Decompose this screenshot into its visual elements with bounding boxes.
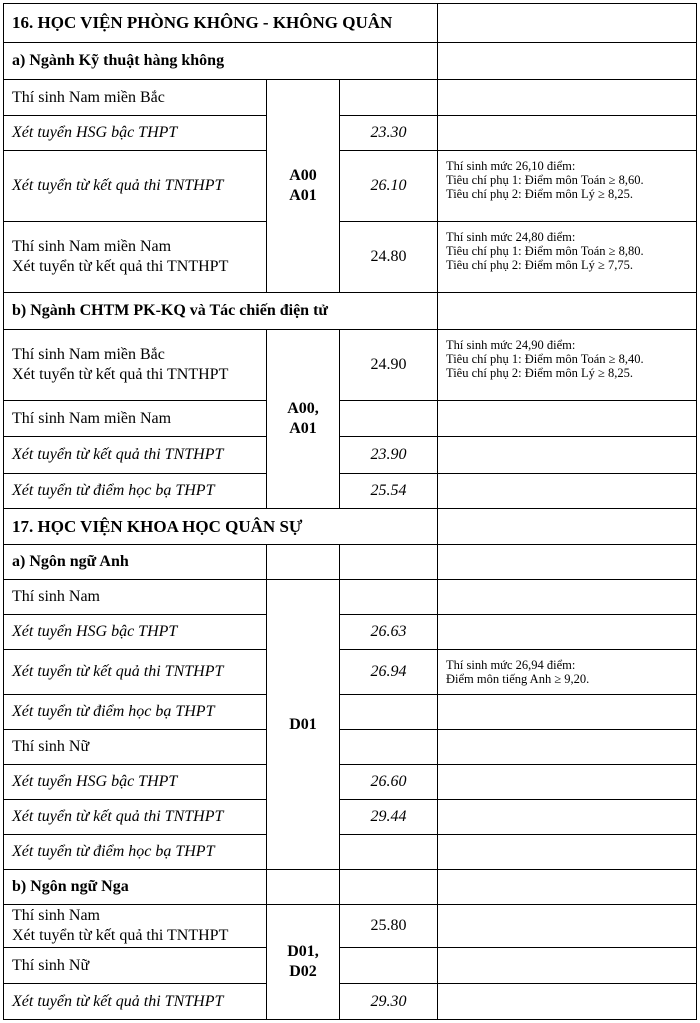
row-label: Xét tuyển từ kết quả thi TNTHPT: [4, 437, 267, 474]
note-cell: [438, 984, 697, 1020]
row-label: Thí sinh Nam miền Bắc: [4, 80, 267, 116]
note-cell: [438, 905, 697, 948]
table-row: [4, 905, 697, 948]
row-label: Xét tuyển từ điểm học bạ THPT: [4, 474, 267, 509]
score-cell: 23.90: [340, 437, 438, 474]
note-cell: [438, 116, 697, 151]
table-row: [4, 401, 697, 437]
score-cell: [340, 730, 438, 765]
score-cell: [340, 401, 438, 437]
section-title: 17. HỌC VIỆN KHOA HỌC QUÂN SỰ: [4, 509, 438, 545]
note-cell: [438, 437, 697, 474]
table-row: [4, 330, 697, 401]
table-row: [4, 116, 697, 151]
major-title: a) Ngôn ngữ Anh: [4, 545, 267, 580]
section-header-row: [4, 509, 697, 545]
table-row: [4, 580, 697, 615]
row-label: Thí sinh Nam miền Nam Xét tuyển từ kết quả thi TNTHPT: [4, 222, 267, 293]
score-cell: 25.54: [340, 474, 438, 509]
score-cell: [340, 695, 438, 730]
table-row: [4, 730, 697, 765]
score-cell: [340, 80, 438, 116]
score-cell: 26.94: [340, 650, 438, 695]
table-row: [4, 615, 697, 650]
note-cell: Thí sinh mức 26,10 điểm: Tiêu chí phụ 1: Điểm môn Toán ≥ 8,60. Tiêu chí phụ 2: Điểm môn Lý ≥ 8,25.: [438, 151, 697, 222]
note-cell: [438, 800, 697, 835]
row-label: Thí sinh Nam miền Bắc Xét tuyển từ kết quả thi TNTHPT: [4, 330, 267, 401]
major-header-row: [4, 43, 697, 80]
row-label: Xét tuyển từ điểm học bạ THPT: [4, 695, 267, 730]
table-row: [4, 765, 697, 800]
note-cell: [438, 730, 697, 765]
admission-scores-table: [3, 3, 697, 1020]
note-cell: [438, 695, 697, 730]
row-label: Xét tuyển HSG bậc THPT: [4, 615, 267, 650]
major-title: b) Ngành CHTM PK-KQ và Tác chiến điện tử: [4, 293, 438, 330]
score-cell: 26.10: [340, 151, 438, 222]
table-row: [4, 80, 697, 116]
score-cell: 24.90: [340, 330, 438, 401]
table-row: [4, 984, 697, 1020]
row-label: Xét tuyển từ kết quả thi TNTHPT: [4, 151, 267, 222]
major-title: b) Ngôn ngữ Nga: [4, 870, 267, 905]
major-header-row: [4, 545, 697, 580]
table-row: [4, 948, 697, 984]
score-cell: 24.80: [340, 222, 438, 293]
note-cell: [438, 80, 697, 116]
score-cell: 26.63: [340, 615, 438, 650]
score-cell: 26.60: [340, 765, 438, 800]
row-label: Thí sinh Nam miền Nam: [4, 401, 267, 437]
table-row: [4, 835, 697, 870]
row-label: Xét tuyển HSG bậc THPT: [4, 765, 267, 800]
note-cell: [438, 580, 697, 615]
note-cell: [438, 401, 697, 437]
note-cell: [438, 615, 697, 650]
score-cell: [340, 580, 438, 615]
note-cell: [438, 948, 697, 984]
row-label: Thí sinh Nữ: [4, 730, 267, 765]
row-label: Xét tuyển HSG bậc THPT: [4, 116, 267, 151]
note-cell: [438, 835, 697, 870]
score-cell: [340, 948, 438, 984]
row-label: Xét tuyển từ kết quả thi TNTHPT: [4, 800, 267, 835]
table-row: [4, 800, 697, 835]
row-label: Thí sinh Nam: [4, 580, 267, 615]
subject-combination: A00 A01: [267, 80, 340, 293]
section-title: 16. HỌC VIỆN PHÒNG KHÔNG - KHÔNG QUÂN: [4, 4, 438, 43]
row-label: Xét tuyển từ điểm học bạ THPT: [4, 835, 267, 870]
score-cell: 25.80: [340, 905, 438, 948]
row-label: Xét tuyển từ kết quả thi TNTHPT: [4, 650, 267, 695]
note-cell: [438, 765, 697, 800]
table-row: [4, 474, 697, 509]
subject-combination: A00, A01: [267, 330, 340, 509]
score-cell: 29.30: [340, 984, 438, 1020]
row-label: Thí sinh Nữ: [4, 948, 267, 984]
table-row: [4, 695, 697, 730]
table-row: [4, 222, 697, 293]
subject-combination: D01: [267, 580, 340, 870]
score-cell: 29.44: [340, 800, 438, 835]
note-cell: Thí sinh mức 26,94 điểm: Điểm môn tiếng Anh ≥ 9,20.: [438, 650, 697, 695]
major-header-row: [4, 293, 697, 330]
row-label: Xét tuyển từ kết quả thi TNTHPT: [4, 984, 267, 1020]
major-title: a) Ngành Kỹ thuật hàng không: [4, 43, 438, 80]
row-label: Thí sinh Nam Xét tuyển từ kết quả thi TNTHPT: [4, 905, 267, 948]
note-cell: Thí sinh mức 24,80 điểm: Tiêu chí phụ 1: Điểm môn Toán ≥ 8,80. Tiêu chí phụ 2: Điểm môn Lý ≥ 7,75.: [438, 222, 697, 293]
major-header-row: [4, 870, 697, 905]
score-cell: [340, 835, 438, 870]
score-cell: 23.30: [340, 116, 438, 151]
table-row: [4, 650, 697, 695]
table-row: [4, 151, 697, 222]
note-cell: [438, 474, 697, 509]
table-row: [4, 437, 697, 474]
subject-combination: D01, D02: [267, 905, 340, 1020]
section-header-row: [4, 4, 697, 43]
note-cell: Thí sinh mức 24,90 điểm: Tiêu chí phụ 1: Điểm môn Toán ≥ 8,40. Tiêu chí phụ 2: Điểm môn Lý ≥ 8,25.: [438, 330, 697, 401]
